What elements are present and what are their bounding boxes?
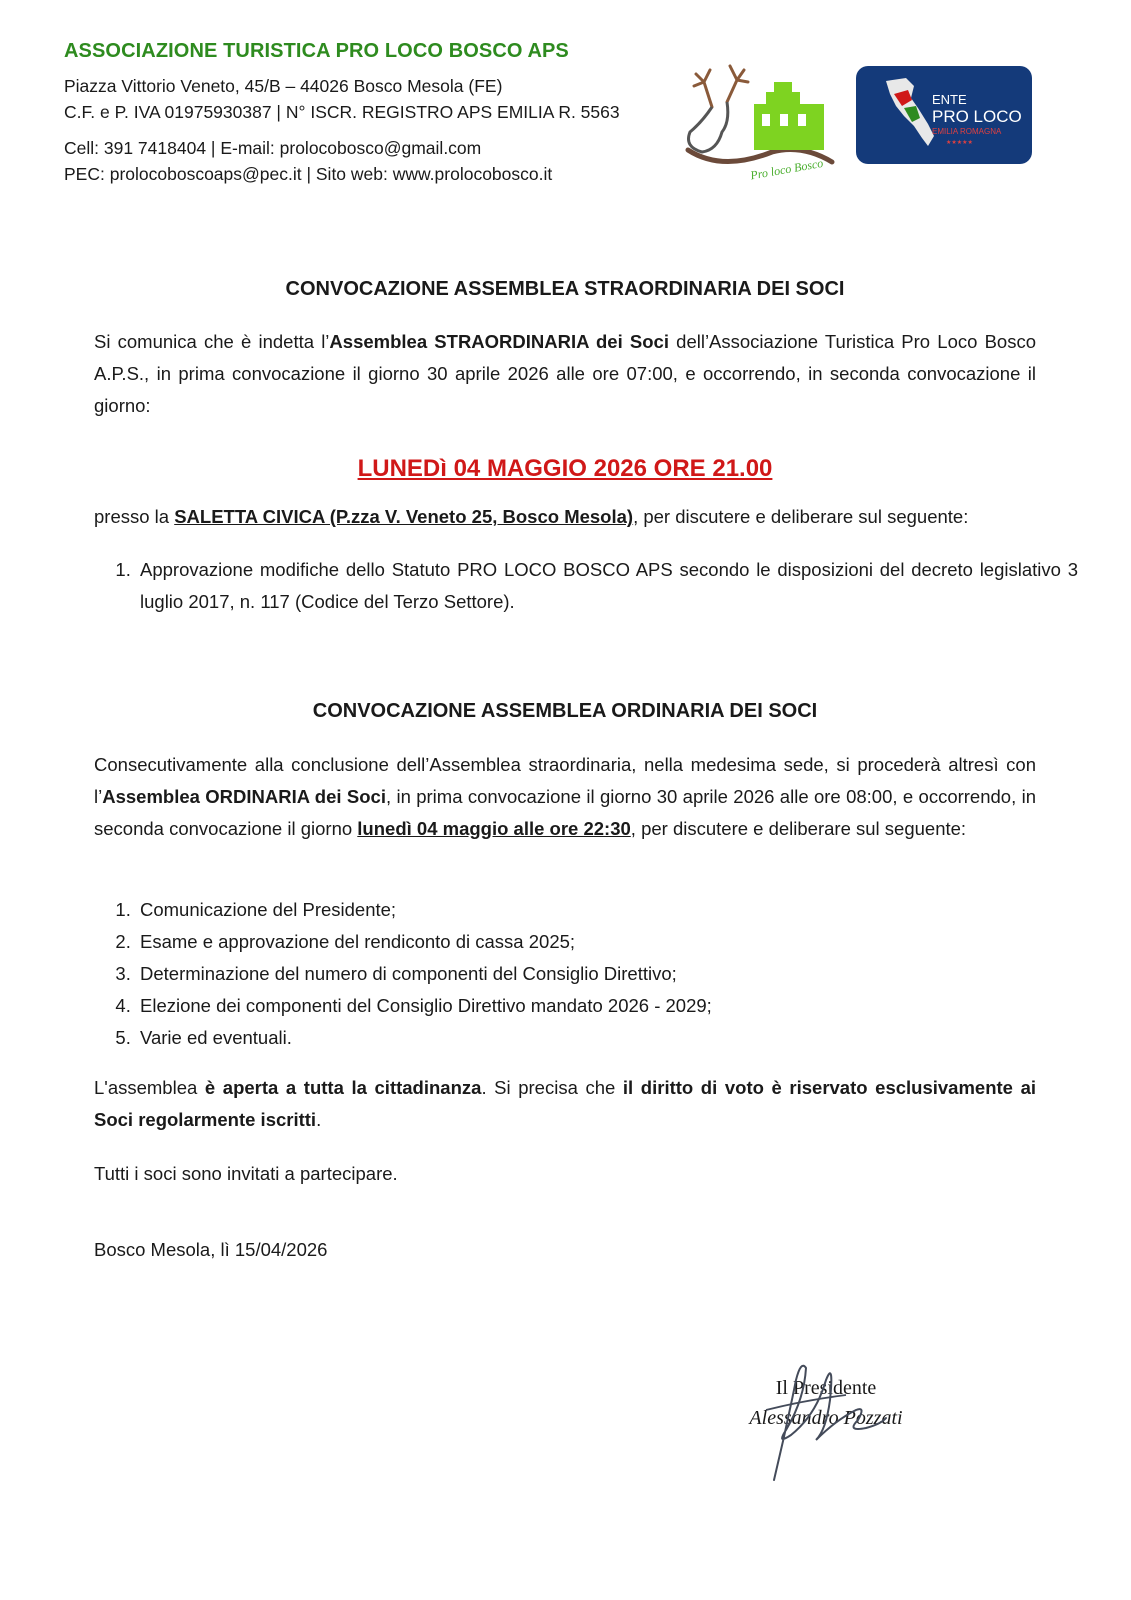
castle-shape: [754, 104, 824, 150]
list-item: 4. Elezione dei componenti del Consiglio Direttivo mandato 2026 - 2029;: [136, 990, 1078, 1022]
signer-name: Alessandro Pozzati: [749, 1407, 903, 1429]
assembly-notice: L'assemblea è aperta a tutta la cittadinanza. Si precisa che il diritto di voto è riservato esclusivamente ai Soci regolarmente iscritti.: [94, 1077, 1036, 1130]
closing-invitation: Tutti i soci sono invitati a partecipare.: [94, 1163, 398, 1184]
second-convocation-date: LUNEDì 04 MAGGIO 2026 ORE 21.00: [357, 455, 773, 482]
logo2-line3: EMILIA ROMAGNA: [932, 127, 1002, 136]
logo2-line1: ENTE: [932, 92, 967, 107]
list-item: 5. Varie ed eventuali.: [136, 1022, 1078, 1054]
signer-role: Il Presidente: [775, 1377, 877, 1399]
list-item: 1. Approvazione modifiche dello Statuto PRO LOCO BOSCO APS secondo le disposizioni del decreto legislativo 3 luglio 2017, n. 117 (Codice del Terzo Settore).: [136, 554, 1078, 618]
list-item: 3. Determinazione del numero di componenti del Consiglio Direttivo;: [136, 958, 1078, 990]
ordinary-agenda: [94, 894, 1078, 1054]
extraordinary-intro: Si comunica che è indetta l’Assemblea STRAORDINARIA dei Soci dell’Associazione Turistica Pro Loco Bosco A.P.S., in prima convocazione il giorno 30 aprile 2026 alle ore 07:00, e occorrendo, in seconda convocazione il giorno:: [94, 331, 1036, 416]
letterhead: [64, 40, 684, 187]
logo1-text: Pro loco Bosco: [749, 155, 825, 182]
spacer: [64, 63, 684, 73]
extraordinary-title: CONVOCAZIONE ASSEMBLEA STRAORDINARIA DEI SOCI: [285, 278, 845, 300]
ordinary-intro: Consecutivamente alla conclusione dell’Assemblea straordinaria, nella medesima sede, si procederà altresì con l’Assemblea ORDINARIA dei Soci, in prima convocazione il giorno 30 aprile 2026 alle ore 08:00, e occorrendo, in seconda convocazione il giorno lunedì 04 maggio alle ore 22:30, per discutere e deliberare sul seguente:: [94, 754, 1036, 839]
pro-loco-bosco-logo: [682, 52, 842, 182]
address-line: Piazza Vittorio Veneto, 45/B – 44026 Bosco Mesola (FE): [64, 76, 503, 96]
extraordinary-agenda: [94, 554, 1078, 618]
place-and-date: Bosco Mesola, lì 15/04/2026: [94, 1239, 328, 1260]
meeting-place: presso la SALETTA CIVICA (P.zza V. Veneto 25, Bosco Mesola), per discutere e deliberare sul seguente:: [94, 506, 969, 527]
contacts-line: Cell: 391 7418404 | E-mail: prolocobosco@gmail.com: [64, 138, 482, 158]
ente-pro-loco-emilia-romagna-logo: [856, 66, 1032, 164]
svg-text:★★★★★: ★★★★★: [946, 139, 973, 146]
list-item: 1. Comunicazione del Presidente;: [136, 894, 1078, 926]
handwritten-signature: [746, 1340, 896, 1490]
spacer: [64, 125, 684, 135]
logo2-line2: PRO LOCO: [932, 107, 1022, 126]
list-item: 2. Esame e approvazione del rendiconto di cassa 2025;: [136, 926, 1078, 958]
ordinary-title: CONVOCAZIONE ASSEMBLEA ORDINARIA DEI SOCI: [312, 700, 818, 722]
organization-name: ASSOCIAZIONE TURISTICA PRO LOCO BOSCO APS: [64, 40, 569, 62]
fiscal-line: C.F. e P. IVA 01975930387 | N° ISCR. REGISTRO APS EMILIA R. 5563: [64, 102, 620, 122]
web-line: PEC: prolocoboscoaps@pec.it | Sito web: www.prolocobosco.it: [64, 164, 553, 184]
